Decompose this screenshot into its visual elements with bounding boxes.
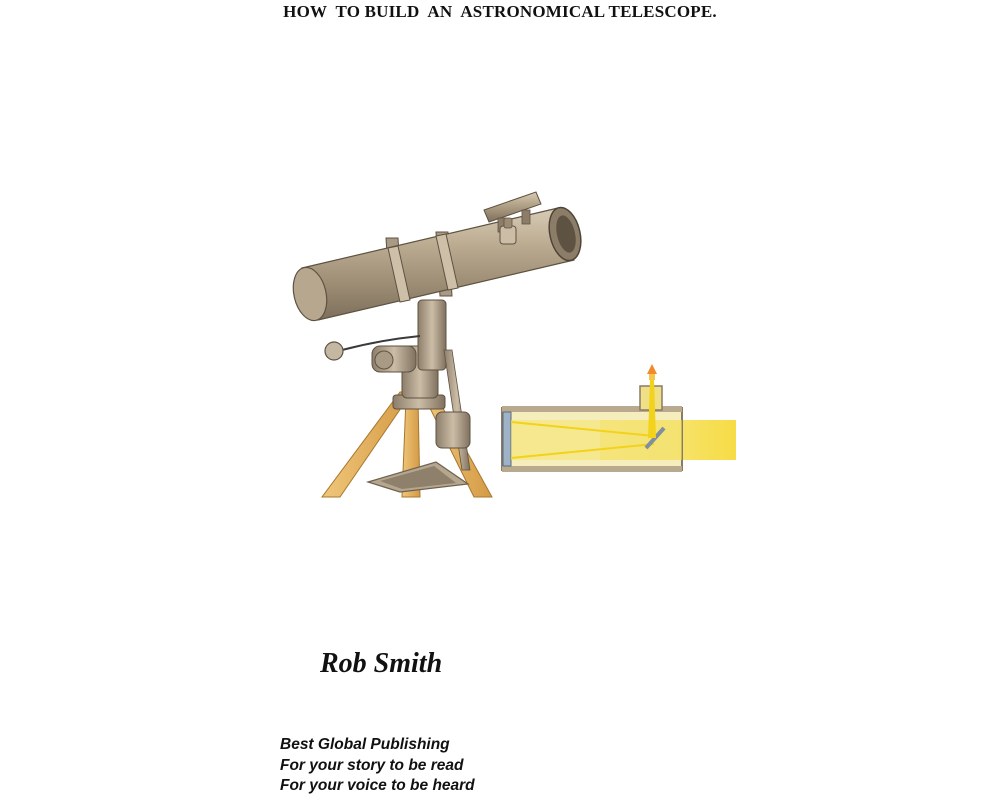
publisher-name: Best Global Publishing [280, 736, 450, 753]
newtonian-light-path-diagram-icon [502, 364, 736, 472]
publisher-tagline-1: For your story to be read [280, 756, 464, 774]
publisher-block [280, 735, 475, 797]
publisher-tagline-2: For your voice to be heard [280, 777, 475, 794]
cover-title: HOW TO BUILD AN ASTRONOMICAL TELESCOPE. [283, 2, 717, 21]
author-name: Rob Smith [320, 648, 443, 679]
